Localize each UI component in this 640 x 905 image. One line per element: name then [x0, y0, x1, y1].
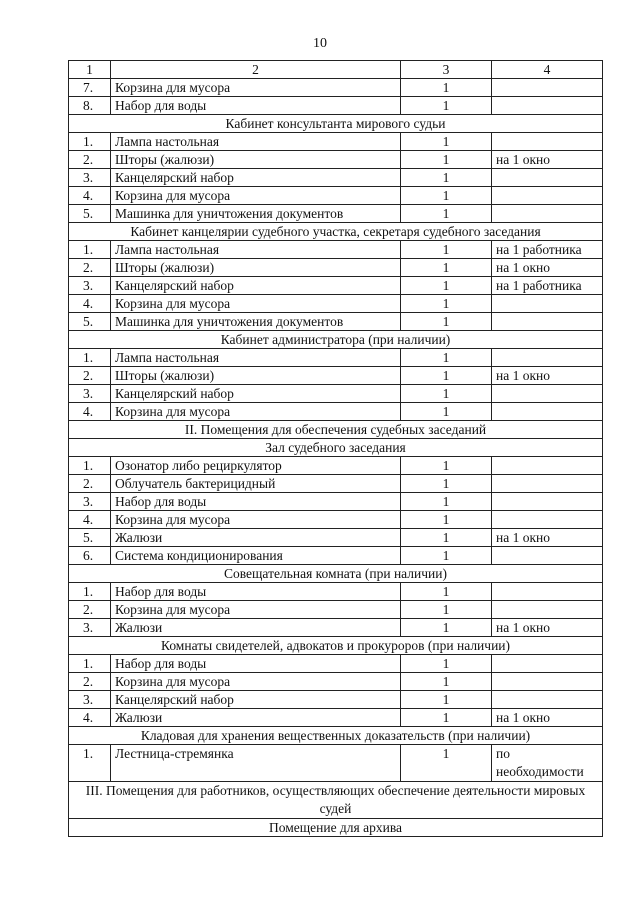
table-row — [69, 151, 603, 169]
section-title: III. Помещения для работников, осуществляющих обеспечение деятельности мировых судей — [69, 782, 603, 819]
table-row — [69, 457, 603, 475]
item-number: 3. — [69, 169, 111, 187]
item-number: 5. — [69, 205, 111, 223]
item-name: Шторы (жалюзи) — [111, 259, 401, 277]
item-number: 3. — [69, 493, 111, 511]
item-number: 4. — [69, 403, 111, 421]
item-number: 8. — [69, 97, 111, 115]
item-name: Машинка для уничтожения документов — [111, 313, 401, 331]
item-name: Жалюзи — [111, 529, 401, 547]
section-header-row — [69, 819, 603, 837]
item-quantity: 1 — [401, 241, 492, 259]
item-name: Корзина для мусора — [111, 79, 401, 97]
header-row — [69, 61, 603, 79]
table-row — [69, 97, 603, 115]
item-note — [492, 349, 603, 367]
item-name: Лестница-стремянка — [111, 745, 401, 782]
item-quantity: 1 — [401, 547, 492, 565]
item-quantity: 1 — [401, 133, 492, 151]
table-row — [69, 295, 603, 313]
item-number: 1. — [69, 457, 111, 475]
page-number: 10 — [313, 36, 327, 51]
item-number: 4. — [69, 295, 111, 313]
item-note — [492, 511, 603, 529]
table-row — [69, 547, 603, 565]
item-quantity: 1 — [401, 673, 492, 691]
table-row — [69, 313, 603, 331]
item-quantity: 1 — [401, 529, 492, 547]
item-number: 1. — [69, 745, 111, 782]
item-name: Лампа настольная — [111, 133, 401, 151]
item-name: Система кондиционирования — [111, 547, 401, 565]
section-header-row — [69, 331, 603, 349]
header-cell: 2 — [111, 61, 401, 79]
header-cell: 1 — [69, 61, 111, 79]
item-number: 1. — [69, 655, 111, 673]
header-cell: 4 — [492, 61, 603, 79]
table-body — [69, 61, 603, 837]
item-note — [492, 187, 603, 205]
item-quantity: 1 — [401, 97, 492, 115]
section-header-row — [69, 223, 603, 241]
item-number: 3. — [69, 277, 111, 295]
section-title: Комнаты свидетелей, адвокатов и прокуроров (при наличии) — [69, 637, 603, 655]
item-name: Облучатель бактерицидный — [111, 475, 401, 493]
item-name: Набор для воды — [111, 493, 401, 511]
item-number: 2. — [69, 367, 111, 385]
item-number: 2. — [69, 151, 111, 169]
table-row — [69, 79, 603, 97]
item-quantity: 1 — [401, 691, 492, 709]
item-note — [492, 547, 603, 565]
item-quantity: 1 — [401, 601, 492, 619]
item-quantity: 1 — [401, 475, 492, 493]
item-note — [492, 205, 603, 223]
item-note — [492, 79, 603, 97]
item-name: Озонатор либо рециркулятор — [111, 457, 401, 475]
section-title: Кабинет администратора (при наличии) — [69, 331, 603, 349]
item-name: Канцелярский набор — [111, 691, 401, 709]
item-quantity: 1 — [401, 493, 492, 511]
item-name: Корзина для мусора — [111, 673, 401, 691]
item-quantity: 1 — [401, 709, 492, 727]
item-number: 5. — [69, 313, 111, 331]
table-row — [69, 187, 603, 205]
item-name: Набор для воды — [111, 583, 401, 601]
item-quantity: 1 — [401, 187, 492, 205]
table-row — [69, 403, 603, 421]
item-name: Жалюзи — [111, 709, 401, 727]
table-row — [69, 277, 603, 295]
item-note: на 1 окно — [492, 151, 603, 169]
item-note — [492, 403, 603, 421]
item-quantity: 1 — [401, 295, 492, 313]
section-header-row — [69, 439, 603, 457]
section-header-row — [69, 782, 603, 819]
item-name: Набор для воды — [111, 97, 401, 115]
item-note: по необходимости — [492, 745, 603, 782]
item-number: 4. — [69, 187, 111, 205]
item-note: на 1 работника — [492, 241, 603, 259]
item-note: на 1 окно — [492, 367, 603, 385]
item-note: на 1 окно — [492, 709, 603, 727]
item-note — [492, 655, 603, 673]
item-name: Корзина для мусора — [111, 511, 401, 529]
item-number: 3. — [69, 385, 111, 403]
item-number: 1. — [69, 241, 111, 259]
item-name: Набор для воды — [111, 655, 401, 673]
table-row — [69, 673, 603, 691]
table-row — [69, 205, 603, 223]
item-name: Лампа настольная — [111, 241, 401, 259]
table-row — [69, 367, 603, 385]
item-quantity: 1 — [401, 619, 492, 637]
item-quantity: 1 — [401, 349, 492, 367]
item-quantity: 1 — [401, 313, 492, 331]
item-name: Жалюзи — [111, 619, 401, 637]
section-title: II. Помещения для обеспечения судебных заседаний — [69, 421, 603, 439]
item-number: 2. — [69, 475, 111, 493]
item-quantity: 1 — [401, 745, 492, 782]
item-name: Канцелярский набор — [111, 385, 401, 403]
item-note — [492, 133, 603, 151]
item-note: на 1 окно — [492, 259, 603, 277]
item-note — [492, 691, 603, 709]
item-quantity: 1 — [401, 151, 492, 169]
item-note: на 1 окно — [492, 619, 603, 637]
table-row — [69, 655, 603, 673]
item-note — [492, 169, 603, 187]
section-title: Совещательная комната (при наличии) — [69, 565, 603, 583]
table-row — [69, 601, 603, 619]
item-note — [492, 457, 603, 475]
table-row — [69, 691, 603, 709]
item-number: 5. — [69, 529, 111, 547]
section-header-row — [69, 115, 603, 133]
section-title: Кабинет канцелярии судебного участка, секретаря судебного заседания — [69, 223, 603, 241]
item-name: Лампа настольная — [111, 349, 401, 367]
item-note — [492, 673, 603, 691]
table-row — [69, 349, 603, 367]
item-quantity: 1 — [401, 403, 492, 421]
item-number: 6. — [69, 547, 111, 565]
item-note — [492, 493, 603, 511]
table-row — [69, 133, 603, 151]
item-note — [492, 295, 603, 313]
item-number: 1. — [69, 349, 111, 367]
table-row — [69, 385, 603, 403]
table-row — [69, 583, 603, 601]
item-name: Корзина для мусора — [111, 601, 401, 619]
item-quantity: 1 — [401, 79, 492, 97]
item-quantity: 1 — [401, 259, 492, 277]
section-title: Кабинет консультанта мирового судьи — [69, 115, 603, 133]
item-quantity: 1 — [401, 277, 492, 295]
item-note: на 1 окно — [492, 529, 603, 547]
equipment-table — [68, 60, 603, 837]
table-row — [69, 259, 603, 277]
item-number: 1. — [69, 583, 111, 601]
item-number: 3. — [69, 619, 111, 637]
item-quantity: 1 — [401, 583, 492, 601]
item-quantity: 1 — [401, 367, 492, 385]
section-header-row — [69, 727, 603, 745]
item-note — [492, 313, 603, 331]
section-header-row — [69, 565, 603, 583]
item-name: Канцелярский набор — [111, 277, 401, 295]
item-quantity: 1 — [401, 385, 492, 403]
item-number: 4. — [69, 511, 111, 529]
section-title: Зал судебного заседания — [69, 439, 603, 457]
table-row — [69, 169, 603, 187]
item-quantity: 1 — [401, 457, 492, 475]
header-cell: 3 — [401, 61, 492, 79]
section-title: Кладовая для хранения вещественных доказательств (при наличии) — [69, 727, 603, 745]
item-name: Корзина для мусора — [111, 403, 401, 421]
item-name: Шторы (жалюзи) — [111, 151, 401, 169]
table-row — [69, 709, 603, 727]
item-quantity: 1 — [401, 655, 492, 673]
item-number: 3. — [69, 691, 111, 709]
table-row — [69, 529, 603, 547]
item-number: 2. — [69, 259, 111, 277]
table-row — [69, 619, 603, 637]
section-header-row — [69, 421, 603, 439]
item-note — [492, 97, 603, 115]
item-name: Корзина для мусора — [111, 187, 401, 205]
item-note: на 1 работника — [492, 277, 603, 295]
item-number: 1. — [69, 133, 111, 151]
item-quantity: 1 — [401, 169, 492, 187]
item-name: Машинка для уничтожения документов — [111, 205, 401, 223]
item-note — [492, 385, 603, 403]
item-number: 4. — [69, 709, 111, 727]
item-name: Корзина для мусора — [111, 295, 401, 313]
table-row — [69, 493, 603, 511]
section-header-row — [69, 637, 603, 655]
item-quantity: 1 — [401, 205, 492, 223]
table-row — [69, 475, 603, 493]
item-note — [492, 583, 603, 601]
item-note — [492, 601, 603, 619]
table-row — [69, 745, 603, 782]
table-row — [69, 241, 603, 259]
item-number: 2. — [69, 601, 111, 619]
item-quantity: 1 — [401, 511, 492, 529]
item-number: 2. — [69, 673, 111, 691]
section-title: Помещение для архива — [69, 819, 603, 837]
item-name: Канцелярский набор — [111, 169, 401, 187]
item-name: Шторы (жалюзи) — [111, 367, 401, 385]
item-note — [492, 475, 603, 493]
table-row — [69, 511, 603, 529]
item-number: 7. — [69, 79, 111, 97]
